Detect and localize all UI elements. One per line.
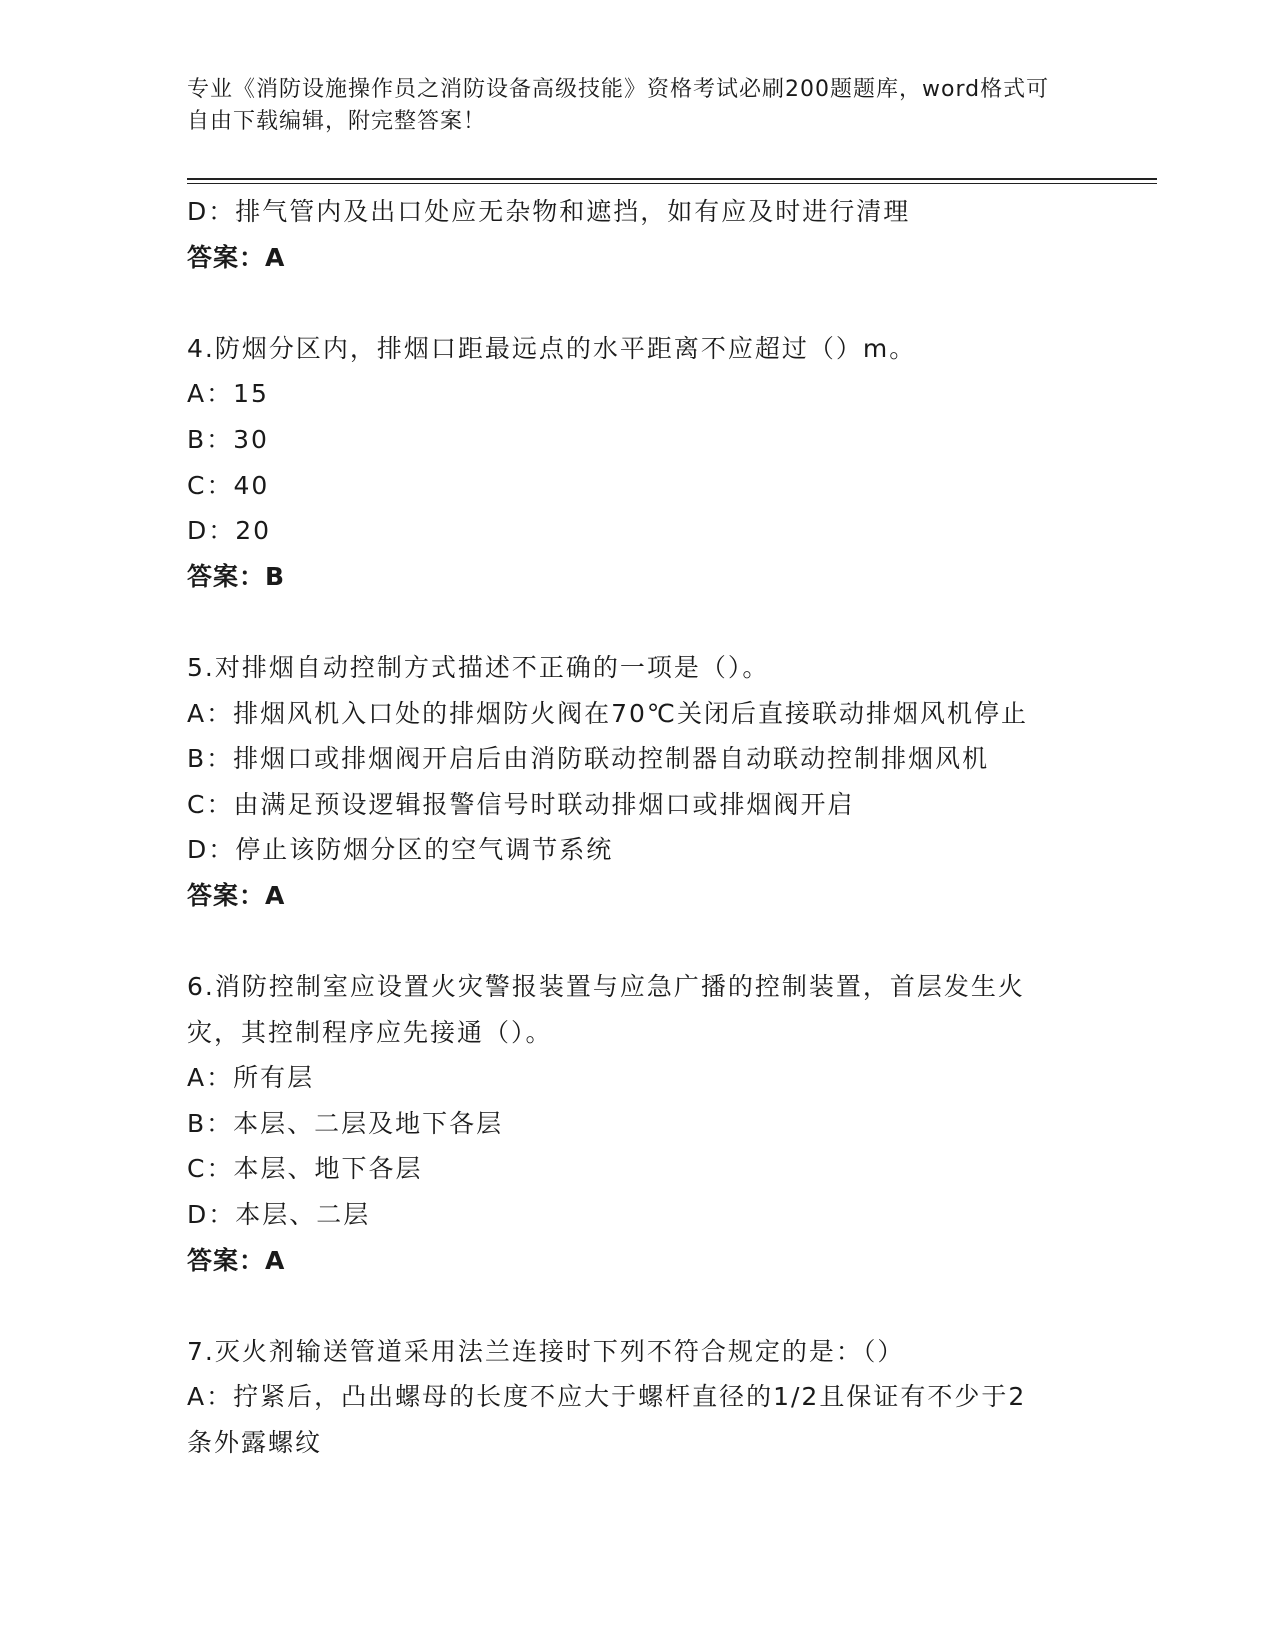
question-5 <box>187 645 1087 919</box>
option-a: A：所有层 <box>187 1063 315 1093</box>
option-a: A：15 <box>187 379 269 409</box>
spacer <box>187 1283 1087 1329</box>
spacer <box>187 919 1087 965</box>
question-stem: 7.灭火剂输送管道采用法兰连接时下列不符合规定的是：（） <box>187 1336 905 1366</box>
option-a: A：拧紧后，凸出螺母的长度不应大于螺杆直径的1/2且保证有不少于2条外露螺纹 <box>187 1382 1027 1458</box>
answer-line: 答案：A <box>187 1245 286 1275</box>
question-6 <box>187 964 1087 1283</box>
option-b: B：本层、二层及地下各层 <box>187 1108 504 1138</box>
option-d: D：停止该防烟分区的空气调节系统 <box>187 835 614 865</box>
header-rule-thick <box>187 178 1157 180</box>
option-a: A：排烟风机入口处的排烟防火阀在70℃关闭后直接联动排烟风机停止 <box>187 698 1028 728</box>
question-stem: 6.消防控制室应设置火灾警报装置与应急广播的控制装置，首层发生火灾，其控制程序应先接通（）。 <box>187 972 1025 1047</box>
option-b: B：30 <box>187 424 269 454</box>
prev-question-tail <box>187 189 1087 280</box>
header-rule-thin <box>187 183 1157 184</box>
document-body <box>187 189 1087 1466</box>
question-stem: 5.对排烟自动控制方式描述不正确的一项是（）。 <box>187 652 770 682</box>
option-c: C：由满足预设逻辑报警信号时联动排烟口或排烟阀开启 <box>187 789 855 819</box>
document-header: 专业《消防设施操作员之消防设备高级技能》资格考试必刷200题题库，word格式可自由下载编辑，附完整答案！ <box>187 77 1050 134</box>
question-stem: 4.防烟分区内，排烟口距最远点的水平距离不应超过（）m。 <box>187 333 917 363</box>
spacer <box>187 599 1087 645</box>
option-d: D：本层、二层 <box>187 1200 371 1230</box>
option-d: D：20 <box>187 516 272 546</box>
spacer <box>187 280 1087 326</box>
question-4 <box>187 326 1087 600</box>
option-b: B：排烟口或排烟阀开启后由消防联动控制器自动联动控制排烟风机 <box>187 744 990 774</box>
answer-line: 答案：A <box>187 880 286 910</box>
option-c: C：本层、地下各层 <box>187 1154 423 1184</box>
option-d: D：排气管内及出口处应无杂物和遮挡，如有应及时进行清理 <box>187 197 911 226</box>
option-c: C：40 <box>187 470 270 500</box>
answer-line: 答案：A <box>187 242 286 272</box>
question-7 <box>187 1329 1087 1466</box>
answer-line: 答案：B <box>187 561 286 591</box>
